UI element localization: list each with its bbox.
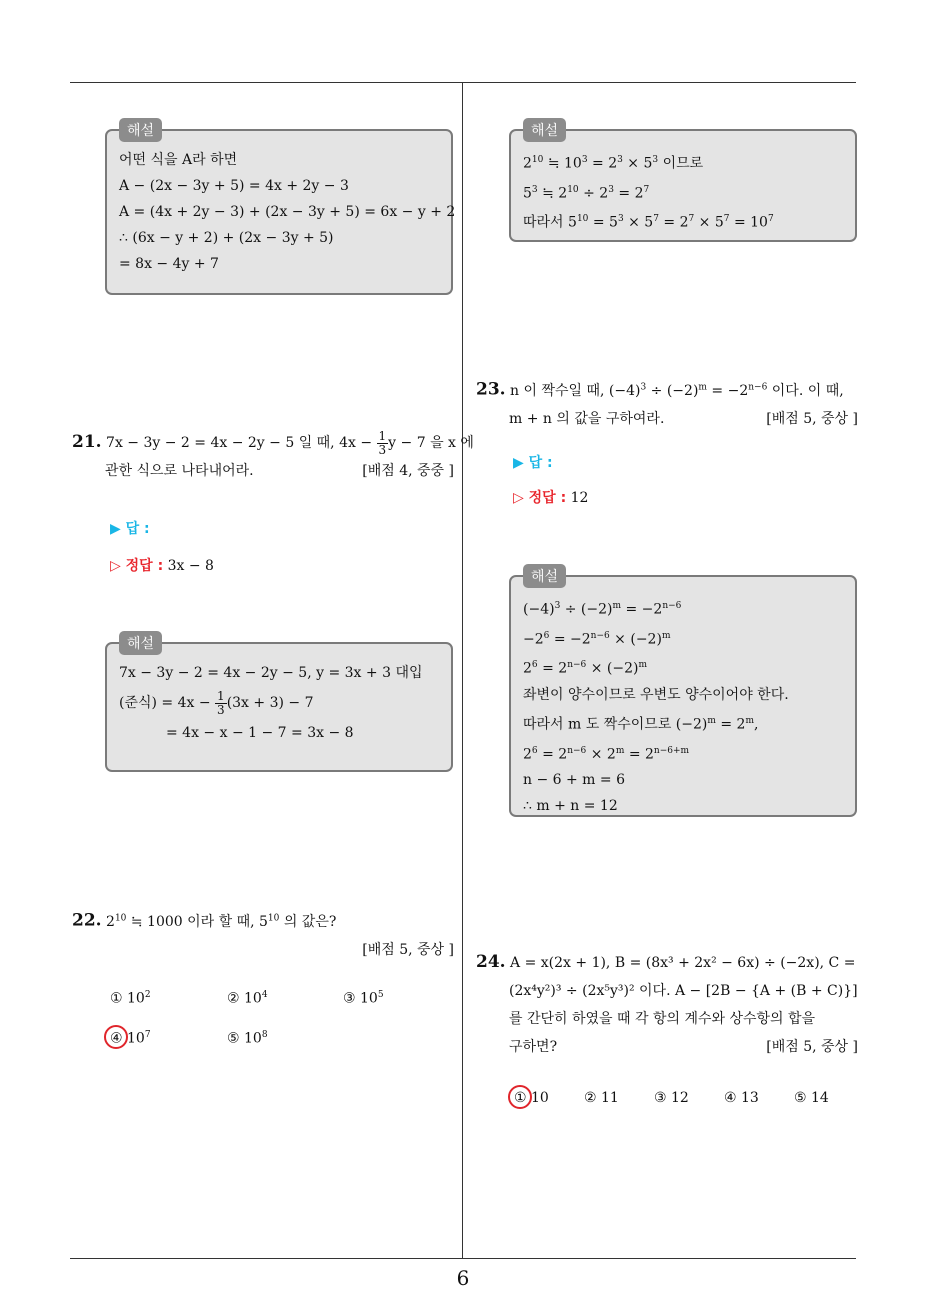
solution-line: A − (2x − 3y + 5) = 4x + 2y − 3 [119,178,349,194]
solution-line: $5^3$ ≒ $2^{10} \div 2^3 = 2^7$ [523,184,650,202]
choices-q22 [110,990,450,1060]
solution-box-q23 [509,569,857,817]
solution-line: 따라서 $5^{10} = 5^3 \times 5^7 = 2^7 \times 5^7 = 10^7$ [523,214,774,231]
question-23 [476,373,858,433]
choices-q24 [514,1090,854,1120]
solution-box-q20 [105,123,456,295]
question-text: y − 7 을 x 에 [388,435,474,451]
score-meta: [배점 5, 중상 ] [766,1039,858,1055]
question-text: 를 간단히 하였을 때 각 항의 계수와 상수항의 합을 [509,1011,816,1027]
solution-tag: 해설 [119,631,162,655]
question-text: 구하면? [509,1039,558,1055]
solution-line: = 8x − 4y + 7 [119,256,219,272]
selected-circle-mark [508,1085,532,1109]
solution-tag: 해설 [523,564,566,588]
question-24 [476,948,858,1061]
selected-circle-mark [104,1025,128,1049]
question-number: 24. [476,952,506,972]
solution-line: $2^6 = 2^{n-6} \times (-2)^m$ [523,660,648,677]
score-meta: [배점 5, 중상 ] [362,941,454,958]
question-number: 23. [476,379,506,400]
choice-5[interactable]: ⑤ $10^8$ [227,1030,268,1047]
question-text: A = x(2x + 1), B = (8x³ + 2x² − 6x) ÷ (−2x), C = [510,955,856,971]
correct-answer [110,555,214,575]
top-rule [70,82,856,83]
correct-label: ▷ 정답 : [110,558,164,574]
question-text: (2x⁴y²)³ ÷ (2x⁵y³)² 이다. A − [2B − {A + (B + C)}] [509,983,858,999]
choice-2[interactable]: ② $10^4$ [227,990,268,1007]
solution-line: (준식) = 4x − $\frac{1}{3}$ (3x + 3) − 7 [119,688,314,717]
solution-box-q21 [105,636,453,772]
choice-1[interactable]: ① $10^2$ [110,990,151,1007]
correct-answer [513,487,588,507]
choice-4-selected[interactable]: ④ $10^7$ [110,1030,151,1047]
question-text: n 이 짝수일 때, $(-4)^3 \div (-2)^m = -2^{n-6}$ 이다. 이 때, [510,382,844,399]
score-meta: [배점 5, 중상 ] [766,410,858,427]
solution-tag: 해설 [119,118,162,142]
column-divider [462,83,463,1258]
solution-line: 따라서 m 도 짝수이므로 $(-2)^m = 2^m$, [523,715,759,733]
correct-value: 12 [570,490,589,506]
solution-line: $2^6 = 2^{n-6} \times 2^m = 2^{n-6+m}$ [523,745,690,763]
question-21 [72,428,474,485]
choice-5[interactable]: ⑤ 14 [794,1090,829,1106]
fraction: $\frac{1}{3}$ [378,428,387,457]
question-number: 22. [72,910,102,931]
solution-line: $2^{10}$ ≒ $10^3 = 2^3 \times 5^3$ 이므로 [523,155,704,172]
solution-line: $-2^6 = -2^{n-6} \times (-2)^m$ [523,630,671,648]
question-22 [72,904,454,964]
choice-2[interactable]: ② 11 [584,1090,619,1106]
solution-box-q22 [509,123,857,242]
solution-line: ∴ (6x − y + 2) + (2x − 3y + 5) [119,230,334,246]
solution-line: 어떤 식을 A라 하면 [119,152,238,168]
solution-line: ∴ m + n = 12 [523,798,618,815]
question-text: 관한 식으로 나타내어라. [105,463,254,479]
solution-line: n − 6 + m = 6 [523,772,625,789]
question-number: 21. [72,432,102,452]
solution-line: $(-4)^3 \div (-2)^m = -2^{n-6}$ [523,601,682,618]
bottom-rule [70,1258,856,1259]
correct-value: 3x − 8 [167,558,214,574]
question-text: m + n 의 값을 구하여라. [509,410,665,427]
answer-label: ▶ 답 : [110,521,150,537]
score-meta: [배점 4, 중중 ] [362,463,454,479]
choice-1-selected[interactable]: ① 10 [514,1090,549,1106]
solution-tag: 해설 [523,118,566,142]
choice-3[interactable]: ③ 12 [654,1090,689,1106]
answer-label: ▶ 답 : [513,455,553,471]
solution-line: 좌변이 양수이므로 우변도 양수이어야 한다. [523,686,789,703]
question-text: 7x − 3y − 2 = 4x − 2y − 5 일 때, 4x − [106,435,373,451]
solution-line: 7x − 3y − 2 = 4x − 2y − 5, y = 3x + 3 대입 [119,665,423,681]
choice-4[interactable]: ④ 13 [724,1090,759,1106]
question-text: $2^{10}$ ≒ 1000 이라 할 때, $5^{10}$ 의 값은? [106,913,337,930]
correct-label: ▷ 정답 : [513,490,567,506]
solution-line: A = (4x + 2y − 3) + (2x − 3y + 5) = 6x − y + 2 [119,204,456,220]
solution-line: = 4x − x − 1 − 7 = 3x − 8 [166,725,354,741]
page-number: 6 [456,1266,470,1290]
choice-3[interactable]: ③ $10^5$ [343,990,384,1007]
